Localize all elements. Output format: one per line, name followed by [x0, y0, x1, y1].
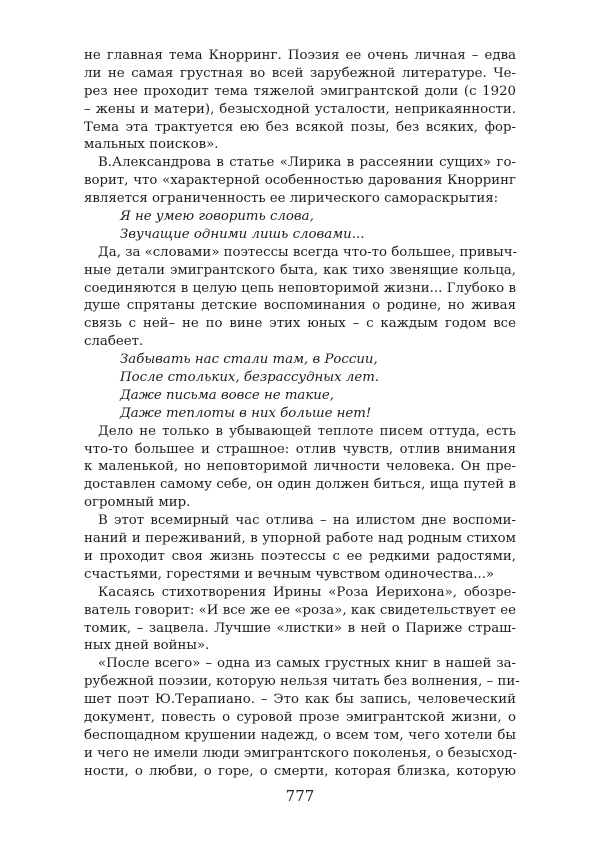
- text-line: и чего не имели люди эмигрантского поколенья, о безысход-: [84, 745, 518, 761]
- poem-line: После стольких, безрассудных лет.: [120, 370, 380, 386]
- text-line: рубежной поэзии, которую нельзя читать без волнения, – пи-: [84, 674, 520, 690]
- poem-line: Я не умею говорить слова,: [120, 209, 314, 225]
- text-line: ных дней войны».: [84, 638, 210, 654]
- text-line: связь с ней– не по вине этих юных – с каждым годом все: [84, 316, 516, 332]
- text-line: томик, – зацвела. Лучшие «листки» в ней о Париже страш-: [84, 620, 516, 636]
- text-line: душе спрятаны детские воспоминания о родине, но живая: [84, 298, 516, 314]
- text-line: не главная тема Кнорринг. Поэзия ее очень личная – едва: [84, 48, 516, 63]
- text-line: ности, о любви, о горе, о смерти, которая близка, которую: [84, 763, 516, 779]
- text-line: что-то большее и страшное: отлив чувств, отлив внимания: [84, 441, 516, 457]
- text-line: рез нее проходит тема тяжелой эмигрантской доли (с 1920: [84, 83, 516, 99]
- text-line: В.Александрова в статье «Лирика в рассеянии сущих» го-: [98, 155, 516, 171]
- poem-line: Даже письма вовсе не такие,: [120, 387, 334, 403]
- text-line: и проходит своя жизнь поэтессы с ее редкими радостями,: [84, 548, 516, 564]
- text-line: ватель говорит: «И все же ее «роза», как свидетельствует ее: [84, 602, 516, 618]
- text-line: документ, повесть о суровой прозе эмигрантской жизни, о: [84, 709, 516, 725]
- text-line: шет поэт Ю.Терапиано. – Это как бы запись, человеческий: [84, 692, 516, 708]
- text-line: Да, за «словами» поэтессы всегда что-то большее, привыч-: [98, 244, 518, 260]
- poem-line: Звучащие одними лишь словами...: [120, 226, 365, 242]
- text-line: счастьями, горестями и вечным чувством одиночества...»: [84, 566, 495, 582]
- text-line: огромный мир.: [84, 495, 191, 511]
- text-line: – жены и матери), безысходной усталости, неприкаянности.: [84, 101, 516, 117]
- body-text: [84, 47, 520, 781]
- text-line: ворит, что «характерной особенностью дарования Кнорринг: [84, 173, 516, 189]
- page-number: 777: [285, 787, 315, 805]
- text-line: слабеет.: [84, 334, 144, 350]
- text-line: Касаясь стихотворения Ирины «Роза Иерихона», обозре-: [98, 584, 516, 600]
- text-line: ли не самая грустная во всей зарубежной литературе. Че-: [84, 65, 516, 81]
- text-line: соединяются в целую цепь неповторимой жизни... Глубоко в: [84, 280, 516, 296]
- text-line: наний и переживаний, в упорной работе над родным стихом: [84, 531, 516, 547]
- text-line: ные детали эмигрантского быта, как тихо звенящие кольца,: [84, 262, 516, 278]
- text-line: «После всего» – одна из самых грустных книг в нашей за-: [98, 656, 516, 672]
- text-line: В этот всемирный час отлива – на илистом дне воспоми-: [98, 513, 516, 529]
- text-line: беспощадном крушении надежд, о всем том, чего хотели бы: [84, 727, 516, 743]
- text-line: мальных поисков».: [84, 137, 219, 153]
- poem-line: Забывать нас стали там, в России,: [120, 352, 378, 368]
- text-line: к маленькой, но неповторимой личности человека. Он пре-: [84, 459, 516, 475]
- text-line: доставлен самому себе, он один должен биться, ища путей в: [84, 477, 516, 493]
- text-line: Дело не только в убывающей теплоте писем оттуда, есть: [98, 423, 516, 439]
- poem-line: Даже теплоты в них больше нет!: [120, 405, 372, 421]
- text-line: является ограниченность ее лирического самораскрытия:: [84, 191, 499, 207]
- text-line: Тема эта трактуется ею без всякой позы, без всяких, фор-: [84, 119, 516, 135]
